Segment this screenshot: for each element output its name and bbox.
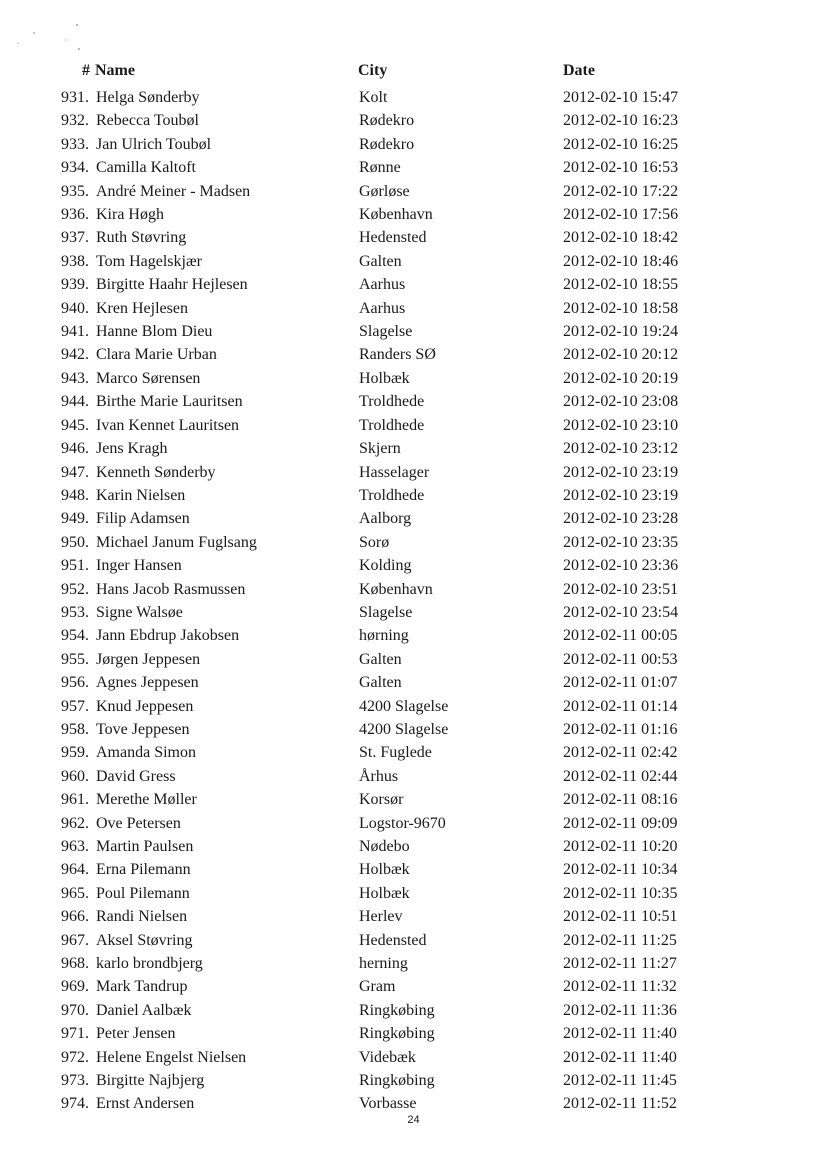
- row-date: 2012-02-10 23:08: [563, 393, 679, 411]
- row-name: Martin Paulsen: [96, 838, 194, 855]
- table-row: [0, 975, 827, 998]
- table-row: [0, 741, 827, 764]
- row-city: Ringkøbing: [359, 1072, 435, 1090]
- row-date: 2012-02-10 20:12: [563, 346, 679, 364]
- row-name: Ivan Kennet Lauritsen: [96, 416, 240, 434]
- row-number: 969.: [61, 978, 89, 996]
- row-city: Gørløse: [359, 182, 410, 200]
- header-city: City: [358, 62, 388, 79]
- table-row: [0, 156, 827, 179]
- row-number: 943.: [61, 369, 89, 387]
- row-number: 946.: [61, 440, 89, 458]
- table-row: [0, 133, 827, 156]
- row-name: Camilla Kaltoft: [96, 159, 196, 177]
- table-row: [0, 858, 827, 881]
- table-row: [0, 250, 827, 273]
- row-name: Kren Hejlesen: [96, 299, 188, 317]
- row-city: Hedensted: [359, 931, 427, 949]
- row-name: Erna Pilemann: [96, 861, 191, 879]
- row-date: 2012-02-11 10:20: [563, 838, 678, 855]
- row-name: David Gress: [96, 767, 176, 785]
- row-number: 967.: [61, 931, 89, 949]
- row-number: 973.: [61, 1072, 89, 1090]
- row-date: 2012-02-10 23:35: [563, 533, 679, 551]
- row-name: Aksel Støvring: [96, 931, 193, 949]
- scan-specks: [0, 0, 100, 60]
- row-city: Logstor-9670: [359, 814, 446, 832]
- table-row: [0, 320, 827, 343]
- row-name: Poul Pilemann: [96, 884, 190, 902]
- row-number: 950.: [61, 533, 89, 551]
- row-city: Korsør: [359, 791, 404, 809]
- table-row: [0, 1069, 827, 1092]
- row-date: 2012-02-11 10:34: [563, 861, 678, 879]
- row-name: Hans Jacob Rasmussen: [96, 580, 246, 598]
- row-number: 971.: [61, 1025, 89, 1043]
- row-city: Herlev: [359, 908, 403, 926]
- row-date: 2012-02-10 15:47: [563, 89, 679, 106]
- row-number: 970.: [61, 1001, 89, 1019]
- row-number: 948.: [61, 486, 89, 504]
- row-number: 934.: [61, 159, 89, 177]
- row-name: Signe Walsøe: [96, 603, 183, 621]
- table-row: [0, 835, 827, 858]
- row-name: Jan Ulrich Toubøl: [96, 135, 212, 153]
- row-name: Helene Engelst Nielsen: [96, 1048, 247, 1066]
- row-date: 2012-02-10 16:23: [563, 112, 679, 130]
- row-date: 2012-02-10 18:58: [563, 299, 679, 317]
- row-city: Gram: [359, 978, 396, 996]
- row-number: 972.: [61, 1048, 89, 1066]
- row-name: André Meiner - Madsen: [96, 182, 251, 200]
- row-city: Galten: [359, 650, 402, 668]
- row-city: Aarhus: [359, 299, 406, 317]
- row-name: Ruth Støvring: [96, 229, 187, 247]
- row-date: 2012-02-11 00:05: [563, 627, 678, 645]
- row-city: Kolding: [359, 557, 412, 575]
- row-number: 968.: [61, 955, 89, 973]
- row-name: Kenneth Sønderby: [96, 463, 216, 481]
- row-city: Galten: [359, 252, 402, 270]
- row-city: Aarhus: [359, 276, 406, 294]
- row-date: 2012-02-11 09:09: [563, 814, 678, 832]
- row-name: Jens Kragh: [96, 440, 168, 458]
- row-date: 2012-02-11 11:40: [563, 1025, 677, 1043]
- row-name: Hanne Blom Dieu: [96, 323, 213, 341]
- row-date: 2012-02-11 02:42: [563, 744, 678, 762]
- table-row: [0, 507, 827, 530]
- row-city: Randers SØ: [359, 346, 436, 364]
- row-name: Jørgen Jeppesen: [96, 650, 201, 668]
- row-city: Holbæk: [359, 369, 410, 387]
- row-date: 2012-02-11 10:51: [563, 908, 678, 926]
- row-name: Ernst Andersen: [96, 1095, 195, 1113]
- row-number: 947.: [61, 463, 89, 481]
- row-name: Clara Marie Urban: [96, 346, 217, 364]
- row-city: Holbæk: [359, 884, 410, 902]
- row-name: Amanda Simon: [96, 744, 196, 762]
- table-row: [0, 788, 827, 811]
- table-row: [0, 554, 827, 577]
- row-name: Ove Petersen: [96, 814, 181, 832]
- row-name: Kira Høgh: [96, 206, 164, 224]
- table-row: [0, 367, 827, 390]
- row-date: 2012-02-10 23:19: [563, 463, 679, 481]
- table-row: [0, 929, 827, 952]
- table-row: [0, 273, 827, 296]
- row-number: 942.: [61, 346, 89, 364]
- row-name: Birthe Marie Lauritsen: [96, 393, 243, 411]
- table-row: [0, 999, 827, 1022]
- row-date: 2012-02-11 02:44: [563, 767, 678, 785]
- row-city: Troldhede: [359, 486, 425, 504]
- row-city: Skjern: [359, 440, 401, 458]
- row-date: 2012-02-11 01:07: [563, 674, 678, 692]
- row-number: 966.: [61, 908, 89, 926]
- row-date: 2012-02-10 18:46: [563, 252, 679, 270]
- row-number: 933.: [61, 135, 89, 153]
- table-row: [0, 297, 827, 320]
- table-row: [0, 414, 827, 437]
- table-row: [0, 109, 827, 132]
- table-row: [0, 695, 827, 718]
- row-number: 939.: [61, 276, 89, 294]
- row-date: 2012-02-11 08:16: [563, 791, 678, 809]
- row-number: 941.: [61, 323, 89, 341]
- header-date: Date: [563, 62, 595, 79]
- table-row: [0, 905, 827, 928]
- row-number: 958.: [61, 720, 89, 738]
- row-name: Filip Adamsen: [96, 510, 190, 528]
- header-name: Name: [95, 62, 135, 79]
- row-city: Troldhede: [359, 416, 425, 434]
- row-city: Ringkøbing: [359, 1001, 435, 1019]
- row-city: Videbæk: [359, 1048, 416, 1066]
- table-row: [0, 812, 827, 835]
- row-number: 953.: [61, 603, 89, 621]
- row-date: 2012-02-10 23:28: [563, 510, 679, 528]
- table-row: [0, 1046, 827, 1069]
- row-date: 2012-02-10 18:42: [563, 229, 679, 247]
- row-date: 2012-02-10 23:12: [563, 440, 679, 458]
- row-city: Aalborg: [359, 510, 412, 528]
- row-date: 2012-02-10 17:22: [563, 182, 679, 200]
- row-city: Rønne: [359, 159, 401, 177]
- row-date: 2012-02-10 16:25: [563, 135, 679, 153]
- row-city: herning: [359, 955, 408, 973]
- row-number: 940.: [61, 299, 89, 317]
- row-date: 2012-02-11 01:16: [563, 720, 678, 738]
- table-row: [0, 484, 827, 507]
- row-city: hørning: [359, 627, 409, 645]
- row-name: Helga Sønderby: [96, 89, 200, 106]
- row-date: 2012-02-10 23:10: [563, 416, 679, 434]
- row-city: Nødebo: [359, 838, 410, 855]
- row-city: Holbæk: [359, 861, 410, 879]
- row-date: 2012-02-11 01:14: [563, 697, 678, 715]
- row-date: 2012-02-11 11:40: [563, 1048, 677, 1066]
- row-city: Rødekro: [359, 135, 415, 153]
- row-name: Michael Janum Fuglsang: [96, 533, 257, 551]
- row-date: 2012-02-10 16:53: [563, 159, 679, 177]
- row-name: Karin Nielsen: [96, 486, 186, 504]
- row-city: Kolt: [359, 89, 388, 106]
- row-date: 2012-02-10 17:56: [563, 206, 679, 224]
- page-number: 24: [407, 1114, 420, 1126]
- row-name: Randi Nielsen: [96, 908, 188, 926]
- row-city: Slagelse: [359, 603, 413, 621]
- table-row: [0, 601, 827, 624]
- table-row: [0, 718, 827, 741]
- row-number: 974.: [61, 1095, 89, 1113]
- table-row: [0, 531, 827, 554]
- table-row: [0, 86, 827, 109]
- row-number: 955.: [61, 650, 89, 668]
- row-city: St. Fuglede: [359, 744, 432, 762]
- row-city: Rødekro: [359, 112, 415, 130]
- row-name: Knud Jeppesen: [96, 697, 194, 715]
- table-row: [0, 226, 827, 249]
- row-city: Galten: [359, 674, 402, 692]
- row-number: 963.: [61, 838, 89, 855]
- row-number: 932.: [61, 112, 89, 130]
- row-name: Rebecca Toubøl: [96, 112, 199, 130]
- row-number: 961.: [61, 791, 89, 809]
- table-row: [0, 343, 827, 366]
- row-city: Slagelse: [359, 323, 413, 341]
- row-date: 2012-02-11 00:53: [563, 650, 678, 668]
- row-name: Marco Sørensen: [96, 369, 201, 387]
- row-name: Birgitte Najbjerg: [96, 1072, 205, 1090]
- row-date: 2012-02-10 19:24: [563, 323, 679, 341]
- row-number: 951.: [61, 557, 89, 575]
- row-city: Hedensted: [359, 229, 427, 247]
- row-city: Troldhede: [359, 393, 425, 411]
- row-number: 949.: [61, 510, 89, 528]
- table-row: [0, 437, 827, 460]
- row-date: 2012-02-10 23:54: [563, 603, 679, 621]
- row-number: 952.: [61, 580, 89, 598]
- row-number: 962.: [61, 814, 89, 832]
- row-city: 4200 Slagelse: [359, 720, 449, 738]
- row-city: Århus: [359, 767, 399, 785]
- row-name: Inger Hansen: [96, 557, 182, 575]
- table-header: [0, 62, 827, 84]
- row-number: 957.: [61, 697, 89, 715]
- row-date: 2012-02-11 11:36: [563, 1001, 677, 1019]
- row-date: 2012-02-11 11:52: [563, 1095, 677, 1113]
- row-date: 2012-02-10 18:55: [563, 276, 679, 294]
- row-city: København: [359, 206, 433, 224]
- row-number: 944.: [61, 393, 89, 411]
- row-date: 2012-02-10 23:19: [563, 486, 679, 504]
- row-name: Birgitte Haahr Hejlesen: [96, 276, 248, 294]
- row-number: 954.: [61, 627, 89, 645]
- row-name: Tom Hagelskjær: [96, 252, 202, 270]
- table-row: [0, 180, 827, 203]
- row-city: 4200 Slagelse: [359, 697, 449, 715]
- row-number: 965.: [61, 884, 89, 902]
- row-name: Jann Ebdrup Jakobsen: [96, 627, 240, 645]
- table-row: [0, 390, 827, 413]
- row-city: Sorø: [359, 533, 390, 551]
- row-date: 2012-02-10 20:19: [563, 369, 679, 387]
- row-number: 931.: [61, 89, 89, 106]
- row-name: Agnes Jeppesen: [96, 674, 199, 692]
- row-number: 945.: [61, 416, 89, 434]
- row-number: 964.: [61, 861, 89, 879]
- table-row: [0, 671, 827, 694]
- row-date: 2012-02-11 11:27: [563, 955, 677, 973]
- row-city: Ringkøbing: [359, 1025, 435, 1043]
- header-number: #: [82, 62, 90, 79]
- row-name: Merethe Møller: [96, 791, 197, 809]
- row-name: Peter Jensen: [96, 1025, 176, 1043]
- table-row: [0, 624, 827, 647]
- signature-list: [0, 86, 827, 1116]
- row-number: 956.: [61, 674, 89, 692]
- table-row: [0, 882, 827, 905]
- row-name: Daniel Aalbæk: [96, 1001, 192, 1019]
- row-number: 959.: [61, 744, 89, 762]
- table-row: [0, 1022, 827, 1045]
- row-date: 2012-02-11 11:25: [563, 931, 677, 949]
- table-row: [0, 952, 827, 975]
- row-city: København: [359, 580, 433, 598]
- row-city: Hasselager: [359, 463, 430, 481]
- row-date: 2012-02-11 11:32: [563, 978, 677, 996]
- row-date: 2012-02-11 11:45: [563, 1072, 677, 1090]
- table-row: [0, 203, 827, 226]
- table-row: [0, 578, 827, 601]
- row-number: 938.: [61, 252, 89, 270]
- row-name: Mark Tandrup: [96, 978, 188, 996]
- table-row: [0, 765, 827, 788]
- row-number: 937.: [61, 229, 89, 247]
- row-name: Tove Jeppesen: [96, 720, 190, 738]
- row-date: 2012-02-10 23:36: [563, 557, 679, 575]
- row-number: 960.: [61, 767, 89, 785]
- row-date: 2012-02-10 23:51: [563, 580, 679, 598]
- row-name: karlo brondbjerg: [96, 955, 203, 973]
- table-row: [0, 461, 827, 484]
- row-date: 2012-02-11 10:35: [563, 884, 678, 902]
- row-number: 935.: [61, 182, 89, 200]
- table-row: [0, 1092, 827, 1115]
- row-number: 936.: [61, 206, 89, 224]
- table-row: [0, 648, 827, 671]
- row-city: Vorbasse: [359, 1095, 417, 1113]
